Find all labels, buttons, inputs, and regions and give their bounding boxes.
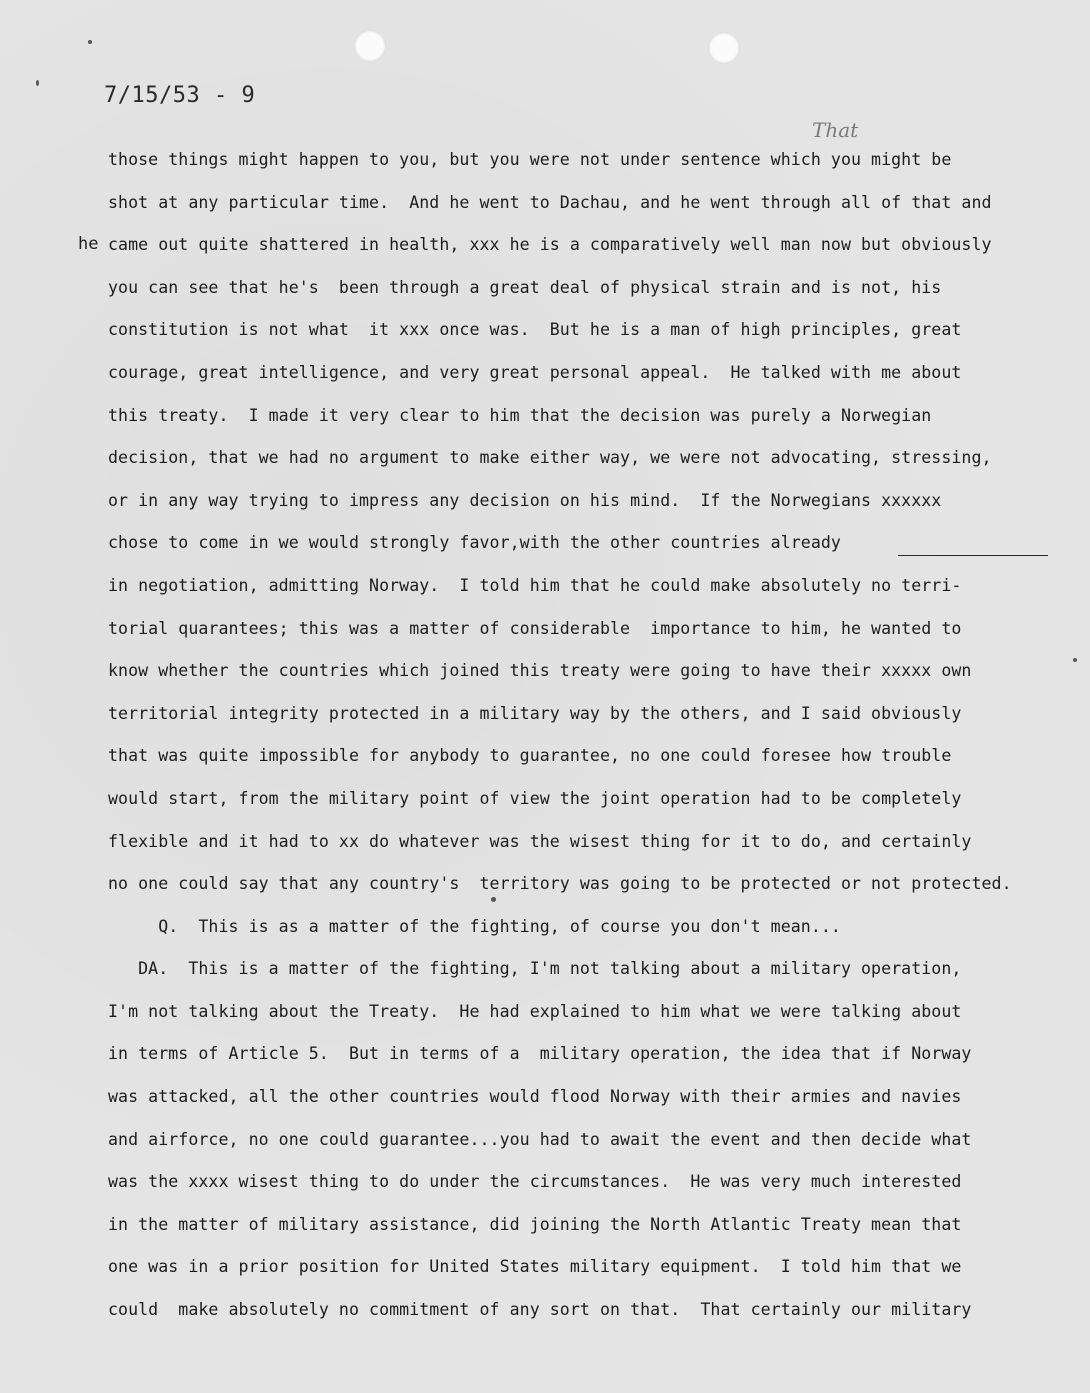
text-line: flexible and it had to xx do whatever was the wisest thing for it to do, and certainly bbox=[108, 831, 972, 851]
text-line: in the matter of military assistance, did joining the North Atlantic Treaty mean that bbox=[108, 1214, 962, 1234]
text-line: was attacked, all the other countries would flood Norway with their armies and navies bbox=[108, 1087, 962, 1107]
paper-speck bbox=[88, 40, 92, 44]
text-line: decision, that we had no argument to make either way, we were not advocating, stressing, bbox=[108, 448, 992, 468]
text-line: know whether the countries which joined this treaty were going to have their xxxxx own bbox=[108, 661, 972, 681]
text-line: torial quarantees; this was a matter of considerable importance to him, he wanted to bbox=[108, 618, 962, 638]
text-line: that was quite impossible for anybody to guarantee, no one could foresee how trouble bbox=[108, 746, 952, 766]
text-line: Q. This is as a matter of the fighting, of course you don't mean... bbox=[108, 916, 841, 936]
text-line: and airforce, no one could guarantee...you had to await the event and then decide what bbox=[108, 1129, 972, 1149]
blank-underline bbox=[898, 555, 1048, 556]
punch-hole-right bbox=[708, 32, 740, 64]
text-line: in negotiation, admitting Norway. I told him that he could make absolutely no terri- bbox=[108, 575, 962, 595]
typed-body-text bbox=[108, 148, 1058, 1341]
text-line: or in any way trying to impress any decision on his mind. If the Norwegians xxxxxx bbox=[108, 490, 942, 510]
paper-speck bbox=[491, 897, 496, 902]
text-line: DA. This is a matter of the fighting, I'm not talking about a military operation, bbox=[108, 959, 962, 979]
page-reference: 7/15/53 - 9 bbox=[104, 83, 256, 108]
text-line: you can see that he's been through a great deal of physical strain and is not, his bbox=[108, 277, 942, 297]
text-line: chose to come in we would strongly favor,with the other countries already bbox=[108, 533, 841, 553]
text-line: could make absolutely no commitment of any sort on that. That certainly our military bbox=[108, 1300, 972, 1320]
text-line: was the xxxx wisest thing to do under the circumstances. He was very much interested bbox=[108, 1172, 962, 1192]
text-line: shot at any particular time. And he went to Dachau, and he went through all of that and bbox=[108, 192, 992, 212]
punch-hole-left bbox=[354, 30, 386, 62]
text-line: no one could say that any country's territory was going to be protected or not protected. bbox=[108, 874, 1012, 894]
paper-speck bbox=[36, 80, 39, 86]
text-line: courage, great intelligence, and very great personal appeal. He talked with me about bbox=[108, 362, 962, 382]
paper-speck bbox=[1073, 658, 1077, 662]
left-margin-word: he bbox=[78, 234, 99, 254]
text-line: those things might happen to you, but you were not under sentence which you might be bbox=[108, 150, 952, 169]
text-line: would start, from the military point of view the joint operation had to be completely bbox=[108, 788, 962, 808]
handwritten-insertion: That bbox=[812, 118, 859, 142]
text-line: this treaty. I made it very clear to him that the decision was purely a Norwegian bbox=[108, 405, 932, 425]
text-line: constitution is not what it xxx once was. But he is a man of high principles, great bbox=[108, 320, 962, 340]
text-line: I'm not talking about the Treaty. He had explained to him what we were talking about bbox=[108, 1001, 962, 1021]
text-line: one was in a prior position for United States military equipment. I told him that we bbox=[108, 1257, 962, 1277]
text-line: came out quite shattered in health, xxx he is a comparatively well man now but obviously bbox=[108, 235, 992, 255]
text-line: territorial integrity protected in a military way by the others, and I said obviously bbox=[108, 703, 962, 723]
text-line: in terms of Article 5. But in terms of a military operation, the idea that if Norway bbox=[108, 1044, 972, 1064]
